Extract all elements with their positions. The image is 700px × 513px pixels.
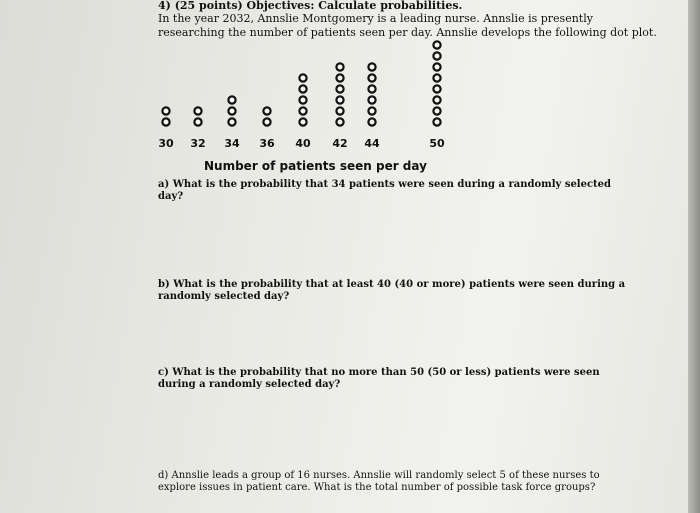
dot-plot-dot [433, 41, 440, 48]
x-tick-label: 42 [332, 137, 348, 150]
dot-plot-dot [162, 107, 169, 114]
dot-plot-dot [299, 107, 306, 114]
dot-plot-dot [433, 85, 440, 92]
dot-plot-dot [194, 118, 201, 125]
dot-plot-dot [299, 118, 306, 125]
dot-plot-dot [368, 85, 375, 92]
x-tick-label: 50 [429, 137, 445, 150]
x-tick-label: 36 [259, 137, 275, 150]
problem-intro-line-2: researching the number of patients seen per day. Annslie develops the following dot plot. [158, 26, 657, 39]
page-edge-shadow [688, 0, 700, 513]
dot-plot-dot [368, 96, 375, 103]
x-tick-label: 44 [364, 137, 380, 150]
question-c-line-2: during a randomly selected day? [158, 379, 341, 390]
dot-plot-dot [299, 74, 306, 81]
dot-plot-dot [433, 52, 440, 59]
dot-plot-dot [433, 107, 440, 114]
dot-plot-dot [368, 74, 375, 81]
x-tick-label: 32 [190, 137, 206, 150]
dot-plot-dot [194, 107, 201, 114]
dot-plot-dot [299, 96, 306, 103]
problem-intro-line-1: In the year 2032, Annslie Montgomery is a leading nurse. Annslie is presently [158, 12, 593, 25]
dot-plot-dot [336, 63, 343, 70]
x-tick-label: 30 [158, 137, 174, 150]
dot-plot-dot [336, 107, 343, 114]
dot-plot-dot [433, 96, 440, 103]
dot-plot-dot [368, 107, 375, 114]
dot-plot-dot [336, 74, 343, 81]
question-a-line-2: day? [158, 191, 184, 202]
question-a-line-1: a) What is the probability that 34 patients were seen during a randomly selected [158, 179, 612, 190]
x-tick-label: 40 [295, 137, 311, 150]
dot-plot [150, 36, 470, 176]
question-b-line-1: b) What is the probability that at least 40 (40 or more) patients were seen during a [158, 279, 626, 290]
dot-plot-dot [228, 118, 235, 125]
x-tick-label: 34 [224, 137, 240, 150]
dot-plot-dots [162, 41, 440, 125]
dot-plot-dot [263, 107, 270, 114]
dot-plot-dot [263, 118, 270, 125]
dot-plot-dot [228, 107, 235, 114]
x-axis-label: Number of patients seen per day [204, 159, 427, 173]
dot-plot-dot [368, 63, 375, 70]
question-d-line-1: d) Annslie leads a group of 16 nurses. Annslie will randomly select 5 of these nurses to [158, 470, 600, 481]
dot-plot-dot [228, 96, 235, 103]
dot-plot-dot [162, 118, 169, 125]
dot-plot-dot [336, 96, 343, 103]
dot-plot-dot [336, 85, 343, 92]
problem-title: 4) (25 points) Objectives: Calculate probabilities. [158, 0, 463, 12]
dot-plot-dot [433, 63, 440, 70]
dot-plot-dot [299, 85, 306, 92]
question-c-line-1: c) What is the probability that no more than 50 (50 or less) patients were seen [158, 367, 600, 378]
question-d-line-2: explore issues in patient care. What is the total number of possible task force groups? [158, 482, 596, 493]
question-b-line-2: randomly selected day? [158, 291, 290, 302]
dot-plot-dot [336, 118, 343, 125]
dot-plot-dot [433, 118, 440, 125]
dot-plot-tick-labels [158, 137, 445, 150]
dot-plot-dot [433, 74, 440, 81]
dot-plot-dot [368, 118, 375, 125]
